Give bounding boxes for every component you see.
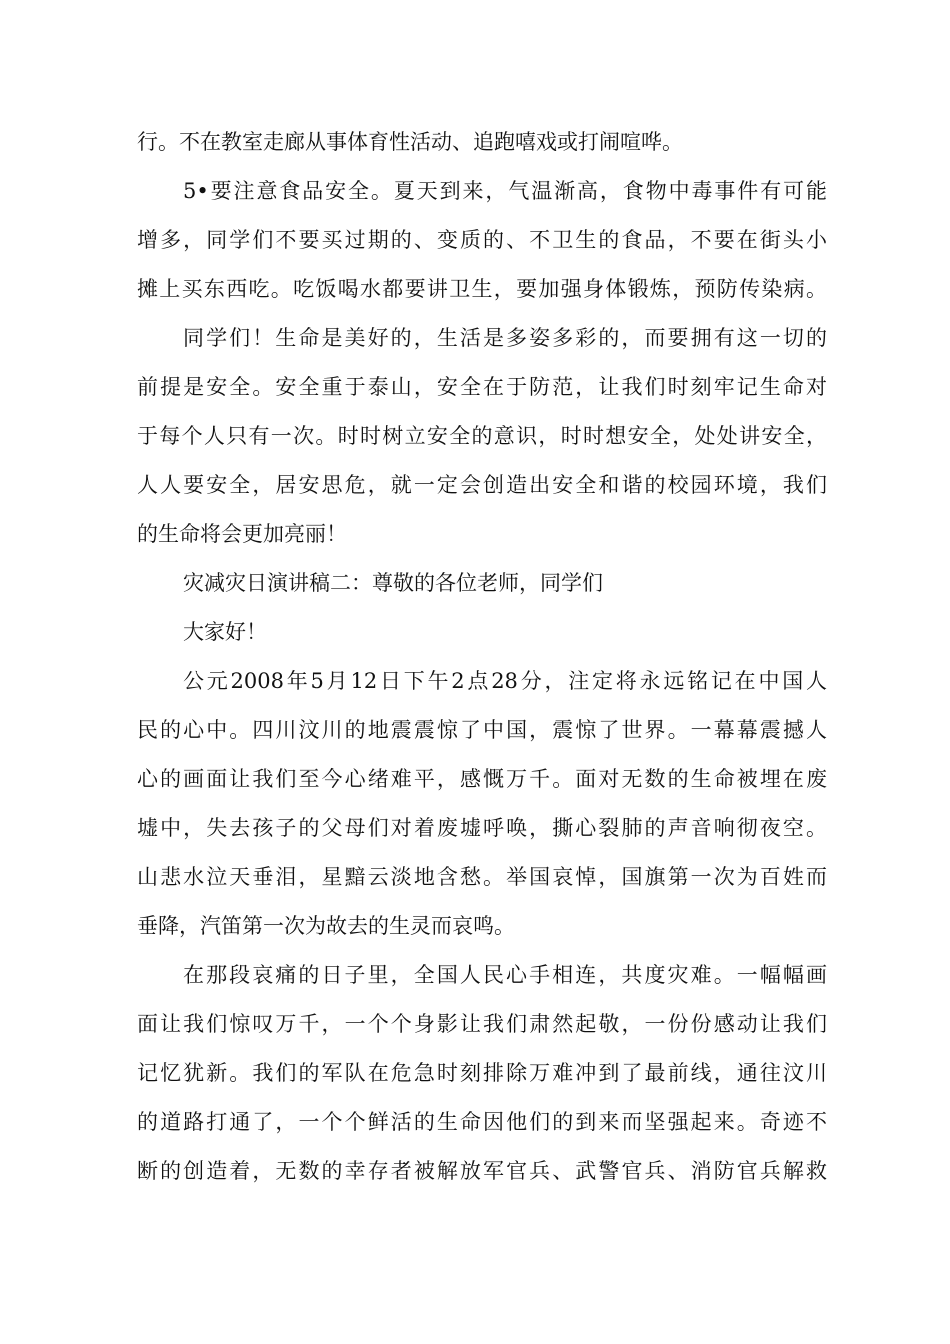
paragraph-p4 [137, 565, 827, 614]
paragraph-p3 [137, 320, 827, 565]
text-line: 面让我们惊叹万千，一个个身影让我们肃然起敬，一份份感动让我们 [137, 1012, 827, 1036]
paragraph-p5 [137, 614, 827, 663]
document-body [137, 124, 827, 1202]
text-line: 垂降，汽笛第一次为故去的生灵而哀鸣。 [137, 914, 515, 938]
paragraph-p2 [137, 173, 827, 320]
text-line: 增多，同学们不要买过期的、变质的、不卫生的食品，不要在街头小 [137, 228, 827, 252]
text-line: 行。不在教室走廊从事体育性活动、追跑嘻戏或打闹喧哗。 [137, 130, 683, 154]
paragraph-p7 [137, 957, 827, 1202]
text-line: 心的画面让我们至今心绪难平，感慨万千。面对无数的生命被埋在废 [137, 767, 827, 791]
paragraph-p6 [137, 663, 827, 957]
text-line: 山悲水泣天垂泪，星黯云淡地含愁。举国哀悼，国旗第一次为百姓而 [137, 865, 827, 889]
text-line: 同学们！生命是美好的，生活是多姿多彩的，而要拥有这一切的 [183, 326, 827, 350]
text-line: 公元2008年5月12日下午2点28分，注定将永远铭记在中国人 [183, 669, 827, 693]
text-line: 灾减灾日演讲稿二：尊敬的各位老师，同学们 [183, 571, 603, 595]
text-line: 民的心中。四川汶川的地震震惊了中国，震惊了世界。一幕幕震撼人 [137, 718, 827, 742]
text-line: 于每个人只有一次。时时树立安全的意识，时时想安全，处处讲安全， [137, 424, 827, 448]
text-line: 摊上买东西吃。吃饭喝水都要讲卫生，要加强身体锻炼，预防传染病。 [137, 277, 827, 301]
text-line: 5•要注意食品安全。夏天到来，气温渐高，食物中毒事件有可能 [183, 179, 827, 203]
text-line: 记忆犹新。我们的军队在危急时刻排除万难冲到了最前线，通往汶川 [137, 1061, 827, 1085]
text-line: 墟中，失去孩子的父母们对着废墟呼唤，撕心裂肺的声音响彻夜空。 [137, 816, 827, 840]
text-line: 前提是安全。安全重于泰山，安全在于防范，让我们时刻牢记生命对 [137, 375, 827, 399]
paragraph-p1 [137, 124, 827, 173]
text-line: 的生命将会更加亮丽！ [137, 522, 347, 546]
text-line: 断的创造着，无数的幸存者被解放军官兵、武警官兵、消防官兵解救 [137, 1159, 827, 1183]
text-line: 在那段哀痛的日子里，全国人民心手相连，共度灾难。一幅幅画 [183, 963, 827, 987]
text-line: 大家好！ [183, 620, 267, 644]
text-line: 人人要安全，居安思危，就一定会创造出安全和谐的校园环境，我们 [137, 473, 827, 497]
text-line: 的道路打通了，一个个鲜活的生命因他们的到来而坚强起来。奇迹不 [137, 1110, 827, 1134]
